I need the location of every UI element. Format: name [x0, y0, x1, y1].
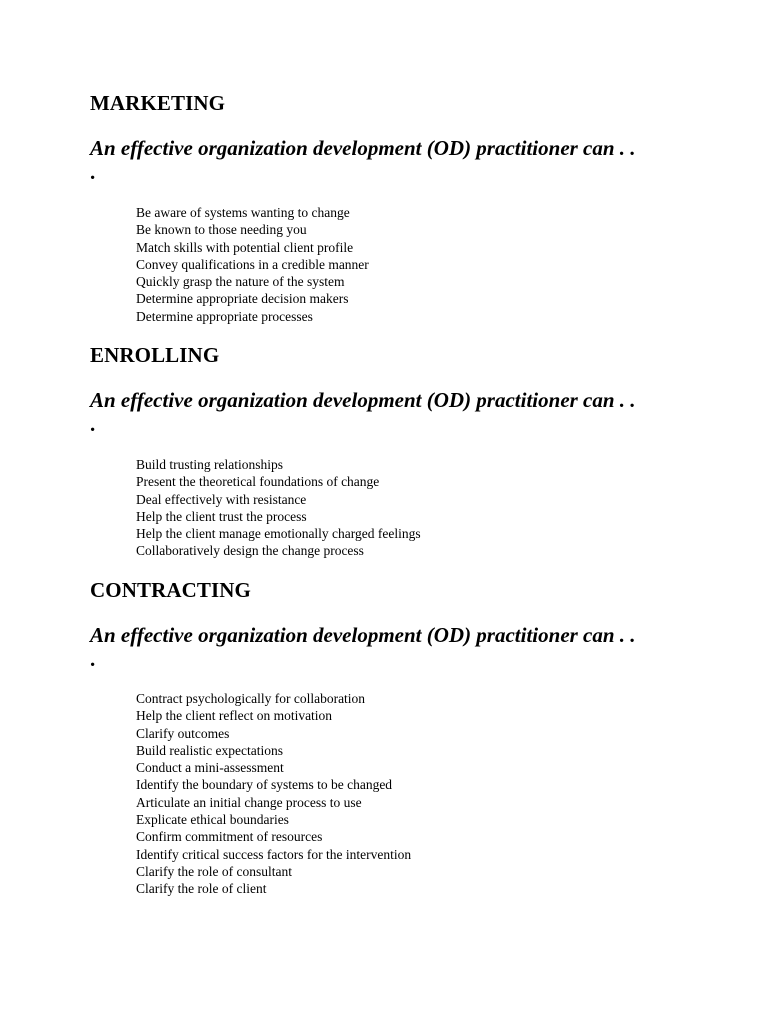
item-text: Build trusting relationships — [136, 457, 283, 472]
item-text: Be aware of systems wanting to change — [136, 205, 350, 220]
section-intro-dot: . — [90, 160, 96, 184]
section-intro: An effective organization development (OD) practitioner can . . — [90, 136, 636, 160]
section-heading: MARKETING — [90, 91, 226, 115]
item-text: Identify critical success factors for the intervention — [136, 846, 412, 862]
section-heading: ENROLLING — [90, 343, 220, 367]
item-text: Contract psychologically for collaboration — [136, 691, 366, 706]
item-text: Clarify outcomes — [136, 725, 230, 741]
item-text: Clarify the role of consultant — [136, 863, 292, 879]
item-text: Be known to those needing you — [136, 222, 307, 238]
item-text: Deal effectively with resistance — [136, 491, 307, 507]
item-text: Match skills with potential client profile — [136, 239, 354, 255]
item-text: Clarify the role of client — [136, 881, 267, 897]
item-text: Confirm commitment of resources — [136, 829, 323, 845]
section-heading: CONTRACTING — [90, 578, 251, 602]
section-intro-dot: . — [90, 647, 96, 671]
item-text: Present the theoretical foundations of change — [136, 474, 380, 490]
section-intro: An effective organization development (OD) practitioner can . . — [90, 623, 636, 647]
item-text: Help the client reflect on motivation — [136, 708, 333, 724]
item-text: Determine appropriate processes — [136, 308, 313, 324]
item-text: Build realistic expectations — [136, 742, 283, 758]
item-text: Identify the boundary of systems to be changed — [136, 777, 393, 793]
item-text: Explicate ethical boundaries — [136, 812, 289, 828]
item-text: Conduct a mini-assessment — [136, 760, 284, 776]
item-text: Articulate an initial change process to use — [136, 794, 362, 810]
item-text: Help the client manage emotionally charged feelings — [136, 526, 421, 542]
item-text: Collaboratively design the change process — [136, 543, 364, 559]
item-text: Determine appropriate decision makers — [136, 291, 349, 307]
section-intro-dot: . — [90, 412, 96, 436]
item-text: Quickly grasp the nature of the system — [136, 274, 345, 290]
item-text: Help the client trust the process — [136, 508, 307, 524]
item-text: Convey qualifications in a credible manner — [136, 256, 369, 272]
section-intro: An effective organization development (OD) practitioner can . . — [90, 388, 636, 412]
